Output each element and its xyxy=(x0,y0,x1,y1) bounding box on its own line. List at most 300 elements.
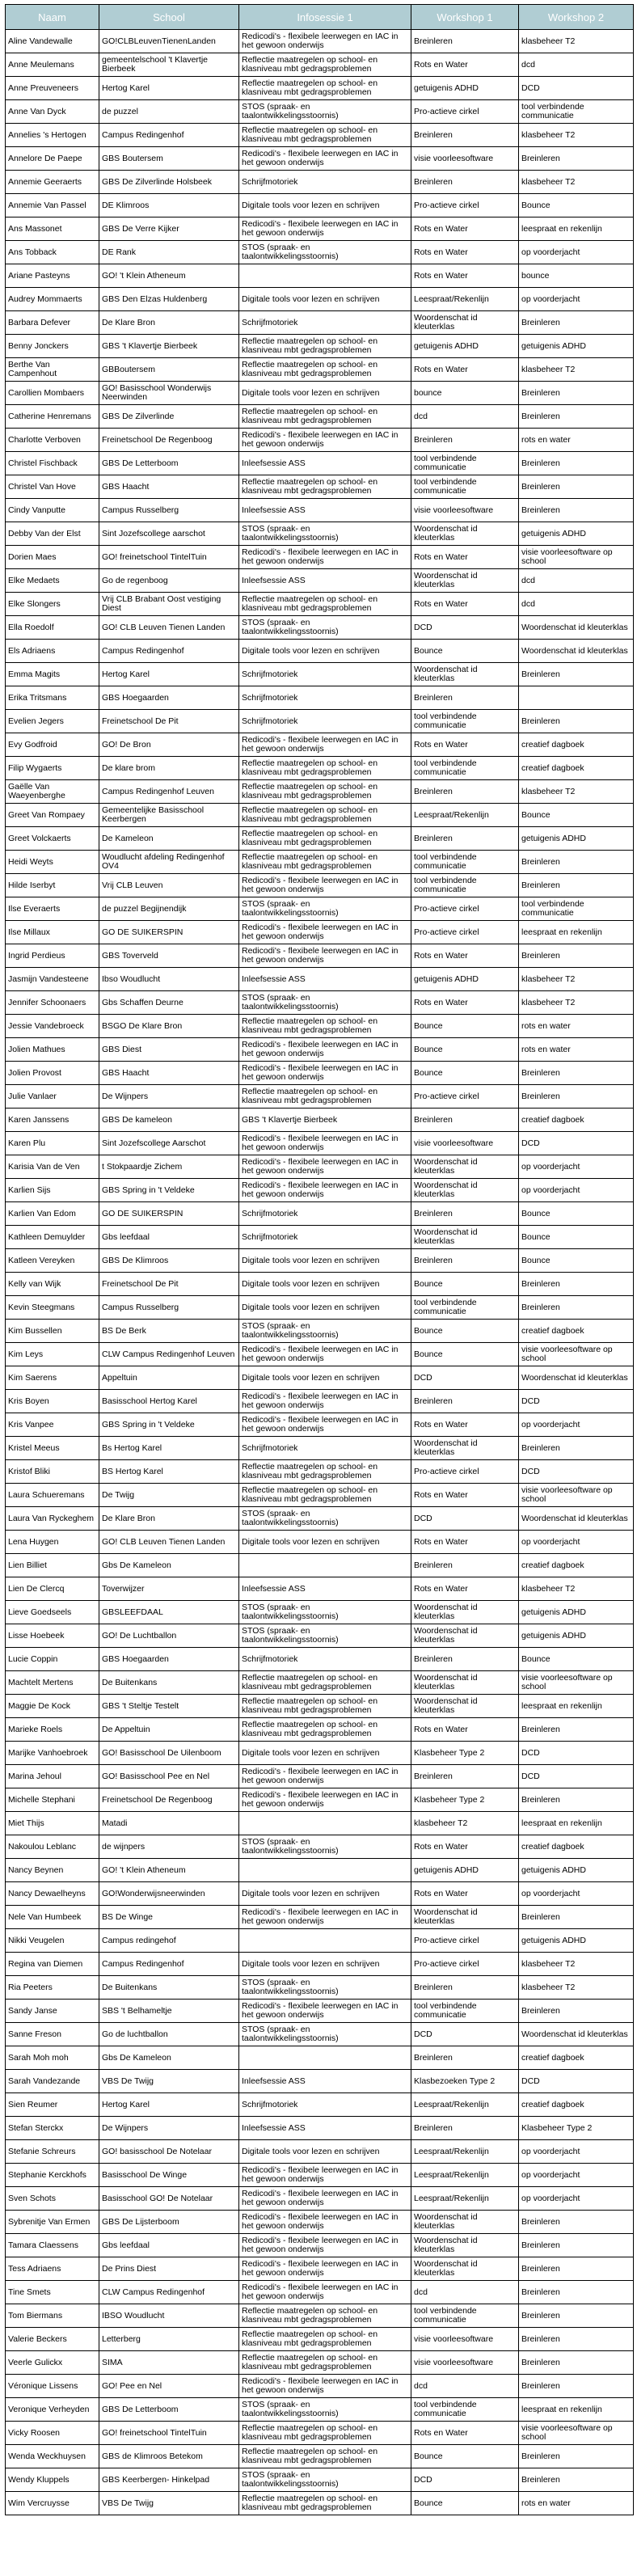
school-cell: GBS 't Klavertje Bierbeek xyxy=(99,335,239,358)
school-cell: Hertog Karel xyxy=(99,77,239,100)
infosessie-1-cell: Inleefsessie ASS xyxy=(239,499,411,522)
naam-cell: Karisia Van de Ven xyxy=(6,1155,99,1179)
naam-cell: Ans Tobback xyxy=(6,241,99,264)
workshop-2-cell: dcd xyxy=(519,569,634,593)
infosessie-1-cell: Digitale tools voor lezen en schrijven xyxy=(239,1531,411,1554)
workshop-1-cell: Breinleren xyxy=(411,2046,519,2070)
naam-cell: Miet Thijs xyxy=(6,1812,99,1835)
workshop-2-cell: DCD xyxy=(519,1132,634,1155)
naam-cell: Dorien Maes xyxy=(6,546,99,569)
naam-cell: Jasmijn Vandesteene xyxy=(6,968,99,991)
infosessie-1-cell: Schrijfmotoriek xyxy=(239,710,411,733)
table-row xyxy=(6,1953,634,1976)
workshop-2-cell: rots en water xyxy=(519,1015,634,1038)
table-row xyxy=(6,2375,634,2398)
workshop-2-cell: visie voorleesoftware op school xyxy=(519,1484,634,1507)
header-row xyxy=(6,5,634,30)
naam-cell: Catherine Henremans xyxy=(6,405,99,429)
workshop-2-cell: leespraat en rekenlijn xyxy=(519,2398,634,2422)
workshop-1-cell: Klasbeheer Type 2 xyxy=(411,1788,519,1812)
naam-cell: Kris Boyen xyxy=(6,1390,99,1413)
workshop-2-cell: Breinleren xyxy=(519,2000,634,2023)
naam-cell: Regina van Diemen xyxy=(6,1953,99,1976)
table-row xyxy=(6,1976,634,2000)
workshop-1-cell: Woordenschat id kleuterklas xyxy=(411,1906,519,1929)
naam-cell: Benny Jonckers xyxy=(6,335,99,358)
infosessie-1-cell: Redicodi's - flexibele leerwegen en IAC in het gewoon onderwijs xyxy=(239,1038,411,1062)
school-cell: Vrij CLB Brabant Oost vestiging Diest xyxy=(99,593,239,616)
table-row xyxy=(6,217,634,241)
school-cell: Freinetschool De Regenboog xyxy=(99,429,239,452)
workshop-1-cell: Rots en Water xyxy=(411,1882,519,1906)
table-row xyxy=(6,475,634,499)
infosessie-1-cell: Schrijfmotoriek xyxy=(239,311,411,335)
school-cell: BSGO De Klare Bron xyxy=(99,1015,239,1038)
naam-cell: Debby Van der Elst xyxy=(6,522,99,546)
naam-cell: Christel Van Hove xyxy=(6,475,99,499)
infosessie-1-cell: Redicodi's - flexibele leerwegen en IAC in het gewoon onderwijs xyxy=(239,1062,411,1085)
infosessie-1-cell: Reflectie maatregelen op school- en klasniveau mbt gedragsproblemen xyxy=(239,77,411,100)
workshop-2-cell: getuigenis ADHD xyxy=(519,1601,634,1624)
infosessie-1-cell: Digitale tools voor lezen en schrijven xyxy=(239,194,411,217)
school-cell: DE Klimroos xyxy=(99,194,239,217)
naam-cell: Kevin Steegmans xyxy=(6,1296,99,1320)
workshop-2-cell: Bounce xyxy=(519,1202,634,1226)
workshop-2-cell: creatief dagboek xyxy=(519,2046,634,2070)
school-cell: GBS De Letterboom xyxy=(99,2398,239,2422)
school-cell: Bs Hertog Karel xyxy=(99,1437,239,1460)
infosessie-1-cell xyxy=(239,1929,411,1953)
naam-cell: Veronique Verheyden xyxy=(6,2398,99,2422)
school-cell: de puzzel xyxy=(99,100,239,124)
naam-cell: Marieke Roels xyxy=(6,1718,99,1742)
naam-cell: Greet Van Rompaey xyxy=(6,804,99,827)
school-cell: De Appeltuin xyxy=(99,1718,239,1742)
school-cell: Gbs leefdaal xyxy=(99,2234,239,2257)
workshop-2-cell: tool verbindende communicatie xyxy=(519,100,634,124)
table-row xyxy=(6,1765,634,1788)
naam-cell: Lieve Goedseels xyxy=(6,1601,99,1624)
school-cell: Sint Jozefscollege aarschot xyxy=(99,522,239,546)
infosessie-1-cell: Redicodi's - flexibele leerwegen en IAC in het gewoon onderwijs xyxy=(239,1179,411,1202)
school-cell: GBS Spring in 't Veldeke xyxy=(99,1179,239,1202)
school-cell: Campus redingehof xyxy=(99,1929,239,1953)
school-cell: GBS De Letterboom xyxy=(99,452,239,475)
workshop-1-cell: getuigenis ADHD xyxy=(411,968,519,991)
school-cell: GBS Den Elzas Huldenberg xyxy=(99,288,239,311)
workshop-1-cell: Klasbeheer Type 2 xyxy=(411,1742,519,1765)
school-cell: Ibso Woudlucht xyxy=(99,968,239,991)
table-row xyxy=(6,241,634,264)
workshop-1-cell: Leespraat/Rekenlijn xyxy=(411,2164,519,2187)
workshop-1-cell: tool verbindende communicatie xyxy=(411,2304,519,2328)
table-row xyxy=(6,522,634,546)
workshop-1-cell: Breinleren xyxy=(411,171,519,194)
table-row xyxy=(6,1109,634,1132)
school-cell: GBS 't Steltje Testelt xyxy=(99,1695,239,1718)
workshop-1-cell: Woordenschat id kleuterklas xyxy=(411,1226,519,1249)
infosessie-1-cell: STOS (spraak- en taalontwikkelingsstoornis) xyxy=(239,616,411,640)
workshop-1-cell: Leespraat/Rekenlijn xyxy=(411,288,519,311)
infosessie-1-cell: Inleefsessie ASS xyxy=(239,569,411,593)
school-cell: De Twijg xyxy=(99,1484,239,1507)
infosessie-1-cell: Reflectie maatregelen op school- en klasniveau mbt gedragsproblemen xyxy=(239,827,411,851)
header-workshop-1: Workshop 1 xyxy=(411,5,519,30)
naam-cell: Aline Vandewalle xyxy=(6,30,99,53)
school-cell: GO! freinetschool TintelTuin xyxy=(99,546,239,569)
workshop-2-cell: klasbeheer T2 xyxy=(519,171,634,194)
naam-cell: Anne Meulemans xyxy=(6,53,99,77)
workshop-2-cell: Breinleren xyxy=(519,874,634,897)
naam-cell: Cindy Vanputte xyxy=(6,499,99,522)
school-cell: Campus Redingenhof xyxy=(99,640,239,663)
workshop-2-cell: Breinleren xyxy=(519,1437,634,1460)
workshop-1-cell: Breinleren xyxy=(411,1765,519,1788)
header-school: School xyxy=(99,5,239,30)
school-cell: GBS Hoegaarden xyxy=(99,1648,239,1671)
workshop-1-cell: Pro-actieve cirkel xyxy=(411,921,519,944)
school-cell: GBS de Klimroos Betekom xyxy=(99,2445,239,2468)
naam-cell: Veerle Gulickx xyxy=(6,2351,99,2375)
table-row xyxy=(6,2070,634,2093)
school-cell: GBSLEEFDAAL xyxy=(99,1601,239,1624)
naam-cell: Annelore De Paepe xyxy=(6,147,99,171)
school-cell: De Klare Bron xyxy=(99,311,239,335)
workshop-2-cell: Breinleren xyxy=(519,382,634,405)
infosessie-1-cell: Reflectie maatregelen op school- en klasniveau mbt gedragsproblemen xyxy=(239,1671,411,1695)
infosessie-1-cell: Schrijfmotoriek xyxy=(239,663,411,686)
infosessie-1-cell: Redicodi's - flexibele leerwegen en IAC in het gewoon onderwijs xyxy=(239,2281,411,2304)
workshop-1-cell: Rots en Water xyxy=(411,733,519,757)
workshop-1-cell: Bounce xyxy=(411,1015,519,1038)
workshop-1-cell: tool verbindende communicatie xyxy=(411,2000,519,2023)
infosessie-1-cell: Digitale tools voor lezen en schrijven xyxy=(239,640,411,663)
infosessie-1-cell: STOS (spraak- en taalontwikkelingsstoornis) xyxy=(239,241,411,264)
workshop-2-cell: creatief dagboek xyxy=(519,2093,634,2117)
naam-cell: Sanne Freson xyxy=(6,2023,99,2046)
table-row xyxy=(6,2281,634,2304)
table-row xyxy=(6,1132,634,1155)
workshop-1-cell: Breinleren xyxy=(411,1109,519,1132)
workshop-2-cell: getuigenis ADHD xyxy=(519,522,634,546)
school-cell: Letterberg xyxy=(99,2328,239,2351)
table-row xyxy=(6,1390,634,1413)
workshop-1-cell: dcd xyxy=(411,2281,519,2304)
table-row xyxy=(6,2211,634,2234)
infosessie-1-cell: STOS (spraak- en taalontwikkelingsstoornis) xyxy=(239,897,411,921)
workshop-1-cell: Rots en Water xyxy=(411,217,519,241)
naam-cell: Sarah Moh moh xyxy=(6,2046,99,2070)
table-header xyxy=(6,5,634,30)
table-row xyxy=(6,2164,634,2187)
naam-cell: Sarah Vandezande xyxy=(6,2070,99,2093)
naam-cell: Véronique Lissens xyxy=(6,2375,99,2398)
workshop-1-cell: Woordenschat id kleuterklas xyxy=(411,2234,519,2257)
workshop-2-cell: Breinleren xyxy=(519,2328,634,2351)
infosessie-1-cell: Redicodi's - flexibele leerwegen en IAC in het gewoon onderwijs xyxy=(239,874,411,897)
naam-cell: Evy Godfroid xyxy=(6,733,99,757)
naam-cell: Kris Vanpee xyxy=(6,1413,99,1437)
naam-cell: Jolien Provost xyxy=(6,1062,99,1085)
naam-cell: Ilse Everaerts xyxy=(6,897,99,921)
table-row xyxy=(6,2234,634,2257)
workshop-2-cell: klasbeheer T2 xyxy=(519,358,634,382)
workshop-2-cell: op voorderjacht xyxy=(519,2187,634,2211)
naam-cell: Machtelt Mertens xyxy=(6,1671,99,1695)
table-row xyxy=(6,1085,634,1109)
workshop-1-cell: getuigenis ADHD xyxy=(411,1859,519,1882)
workshop-2-cell: klasbeheer T2 xyxy=(519,780,634,804)
school-cell: De Prins Diest xyxy=(99,2257,239,2281)
workshop-2-cell: Woordenschat id kleuterklas xyxy=(519,1507,634,1531)
workshop-2-cell: Breinleren xyxy=(519,311,634,335)
table-row xyxy=(6,311,634,335)
school-cell: GBS De Zilverlinde xyxy=(99,405,239,429)
naam-cell: Annemie Geeraerts xyxy=(6,171,99,194)
infosessie-1-cell: Schrijfmotoriek xyxy=(239,2093,411,2117)
school-cell: Basisschool De Winge xyxy=(99,2164,239,2187)
table-row xyxy=(6,2140,634,2164)
workshop-1-cell: tool verbindende communicatie xyxy=(411,874,519,897)
table-row xyxy=(6,1671,634,1695)
table-row xyxy=(6,663,634,686)
table-row xyxy=(6,2257,634,2281)
school-cell: GO! freinetschool TintelTuin xyxy=(99,2422,239,2445)
workshop-1-cell: Bounce xyxy=(411,1062,519,1085)
infosessie-1-cell: STOS (spraak- en taalontwikkelingsstoornis) xyxy=(239,1624,411,1648)
school-cell: Gbs leefdaal xyxy=(99,1226,239,1249)
school-cell: Campus Redingenhof xyxy=(99,124,239,147)
infosessie-1-cell: Reflectie maatregelen op school- en klasniveau mbt gedragsproblemen xyxy=(239,757,411,780)
naam-cell: Tamara Claessens xyxy=(6,2234,99,2257)
table-row xyxy=(6,2000,634,2023)
school-cell: GBS De Lijsterboom xyxy=(99,2211,239,2234)
infosessie-1-cell: Schrijfmotoriek xyxy=(239,686,411,710)
infosessie-1-cell: Inleefsessie ASS xyxy=(239,1577,411,1601)
table-row xyxy=(6,2445,634,2468)
naam-cell: Lucie Coppin xyxy=(6,1648,99,1671)
table-row xyxy=(6,452,634,475)
table-row xyxy=(6,335,634,358)
school-cell: DE Rank xyxy=(99,241,239,264)
workshop-2-cell: leespraat en rekenlijn xyxy=(519,217,634,241)
infosessie-1-cell: STOS (spraak- en taalontwikkelingsstoornis) xyxy=(239,100,411,124)
workshop-2-cell: bounce xyxy=(519,264,634,288)
school-cell: Matadi xyxy=(99,1812,239,1835)
naam-cell: Michelle Stephani xyxy=(6,1788,99,1812)
infosessie-1-cell: Digitale tools voor lezen en schrijven xyxy=(239,1742,411,1765)
naam-cell: Tine Smets xyxy=(6,2281,99,2304)
workshop-1-cell: Woordenschat id kleuterklas xyxy=(411,569,519,593)
school-cell: Freinetschool De Pit xyxy=(99,1273,239,1296)
infosessie-1-cell: STOS (spraak- en taalontwikkelingsstoornis) xyxy=(239,2398,411,2422)
school-cell: de wijnpers xyxy=(99,1835,239,1859)
infosessie-1-cell: Redicodi's - flexibele leerwegen en IAC in het gewoon onderwijs xyxy=(239,2375,411,2398)
school-cell: De Wijnpers xyxy=(99,1085,239,1109)
infosessie-1-cell: Redicodi's - flexibele leerwegen en IAC in het gewoon onderwijs xyxy=(239,1765,411,1788)
naam-cell: Hilde Iserbyt xyxy=(6,874,99,897)
infosessie-1-cell: Redicodi's - flexibele leerwegen en IAC in het gewoon onderwijs xyxy=(239,1788,411,1812)
naam-cell: Berthe Van Campenhout xyxy=(6,358,99,382)
workshop-1-cell: Breinleren xyxy=(411,1249,519,1273)
naam-cell: Kim Leys xyxy=(6,1343,99,1366)
workshop-1-cell: tool verbindende communicatie xyxy=(411,1296,519,1320)
workshop-1-cell: DCD xyxy=(411,1366,519,1390)
table-row xyxy=(6,1155,634,1179)
infosessie-1-cell: Digitale tools voor lezen en schrijven xyxy=(239,2140,411,2164)
workshop-2-cell: Breinleren xyxy=(519,1085,634,1109)
workshop-2-cell: Breinleren xyxy=(519,710,634,733)
school-cell: De klare brom xyxy=(99,757,239,780)
school-cell: De Buitenkans xyxy=(99,1671,239,1695)
workshop-2-cell: Breinleren xyxy=(519,499,634,522)
naam-cell: Carollien Mombaers xyxy=(6,382,99,405)
infosessie-1-cell: STOS (spraak- en taalontwikkelingsstoornis) xyxy=(239,1507,411,1531)
workshop-1-cell: Rots en Water xyxy=(411,1484,519,1507)
table-row xyxy=(6,1531,634,1554)
infosessie-1-cell: Digitale tools voor lezen en schrijven xyxy=(239,1366,411,1390)
school-cell: GO!CLBLeuvenTienenLanden xyxy=(99,30,239,53)
school-cell: SBS 't Belhameltje xyxy=(99,2000,239,2023)
workshop-2-cell: Breinleren xyxy=(519,2257,634,2281)
infosessie-1-cell xyxy=(239,1554,411,1577)
workshop-2-cell: Breinleren xyxy=(519,944,634,968)
naam-cell: Kim Saerens xyxy=(6,1366,99,1390)
naam-cell: Karlien Van Edom xyxy=(6,1202,99,1226)
naam-cell: Elke Medaets xyxy=(6,569,99,593)
school-cell: t Stokpaardje Zichem xyxy=(99,1155,239,1179)
workshop-1-cell: Woordenschat id kleuterklas xyxy=(411,1624,519,1648)
school-cell: GBS Boutersem xyxy=(99,147,239,171)
workshop-2-cell: Breinleren xyxy=(519,2351,634,2375)
workshop-1-cell: Woordenschat id kleuterklas xyxy=(411,1671,519,1695)
workshop-2-cell: visie voorleesoftware op school xyxy=(519,546,634,569)
naam-cell: Marijke Vanhoebroek xyxy=(6,1742,99,1765)
workshop-2-cell: Klasbeheer Type 2 xyxy=(519,2117,634,2140)
naam-cell: Sybrenitje Van Ermen xyxy=(6,2211,99,2234)
table-row xyxy=(6,1788,634,1812)
table-row xyxy=(6,194,634,217)
school-cell: Hertog Karel xyxy=(99,663,239,686)
workshop-1-cell: Bounce xyxy=(411,2445,519,2468)
school-cell: Woudlucht afdeling Redingenhof OV4 xyxy=(99,851,239,874)
workshop-2-cell: op voorderjacht xyxy=(519,2164,634,2187)
infosessie-1-cell: Redicodi's - flexibele leerwegen en IAC in het gewoon onderwijs xyxy=(239,1906,411,1929)
infosessie-1-cell: Redicodi's - flexibele leerwegen en IAC in het gewoon onderwijs xyxy=(239,429,411,452)
workshop-1-cell: Rots en Water xyxy=(411,944,519,968)
workshop-1-cell: DCD xyxy=(411,616,519,640)
school-cell: GO! Pee en Nel xyxy=(99,2375,239,2398)
workshop-2-cell: op voorderjacht xyxy=(519,2140,634,2164)
workshop-2-cell: Bounce xyxy=(519,1249,634,1273)
infosessie-1-cell: Reflectie maatregelen op school- en klasniveau mbt gedragsproblemen xyxy=(239,124,411,147)
infosessie-1-cell: STOS (spraak- en taalontwikkelingsstoornis) xyxy=(239,2468,411,2492)
table-row xyxy=(6,827,634,851)
workshop-2-cell: op voorderjacht xyxy=(519,288,634,311)
table-row xyxy=(6,1296,634,1320)
workshop-1-cell: Pro-actieve cirkel xyxy=(411,1929,519,1953)
workshop-2-cell xyxy=(519,686,634,710)
table-row xyxy=(6,968,634,991)
naam-cell: Annelies 's Hertogen xyxy=(6,124,99,147)
school-cell: GBS Spring in 't Veldeke xyxy=(99,1413,239,1437)
table-row xyxy=(6,569,634,593)
workshop-2-cell: klasbeheer T2 xyxy=(519,1953,634,1976)
school-cell: Basisschool Hertog Karel xyxy=(99,1390,239,1413)
table-row xyxy=(6,1882,634,1906)
infosessie-1-cell: Digitale tools voor lezen en schrijven xyxy=(239,1273,411,1296)
naam-cell: Ans Massonet xyxy=(6,217,99,241)
workshop-1-cell: Leespraat/Rekenlijn xyxy=(411,2140,519,2164)
table-row xyxy=(6,358,634,382)
table-row xyxy=(6,1648,634,1671)
table-row xyxy=(6,2398,634,2422)
table-row xyxy=(6,546,634,569)
workshop-1-cell: Woordenschat id kleuterklas xyxy=(411,522,519,546)
naam-cell: Anne Preuveneers xyxy=(6,77,99,100)
workshop-1-cell: Woordenschat id kleuterklas xyxy=(411,663,519,686)
workshop-1-cell: Rots en Water xyxy=(411,2422,519,2445)
naam-cell: Nele Van Humbeek xyxy=(6,1906,99,1929)
infosessie-1-cell: Digitale tools voor lezen en schrijven xyxy=(239,1953,411,1976)
infosessie-1-cell: Reflectie maatregelen op school- en klasniveau mbt gedragsproblemen xyxy=(239,475,411,499)
infosessie-1-cell: Schrijfmotoriek xyxy=(239,1437,411,1460)
table-row xyxy=(6,804,634,827)
table-row xyxy=(6,2492,634,2515)
school-cell: GBS De kameleon xyxy=(99,1109,239,1132)
workshop-2-cell: op voorderjacht xyxy=(519,1179,634,1202)
table-row xyxy=(6,1179,634,1202)
table-row xyxy=(6,2187,634,2211)
table-row xyxy=(6,1413,634,1437)
infosessie-1-cell: Reflectie maatregelen op school- en klasniveau mbt gedragsproblemen xyxy=(239,2422,411,2445)
infosessie-1-cell: Schrijfmotoriek xyxy=(239,171,411,194)
school-cell: De Buitenkans xyxy=(99,1976,239,2000)
school-cell: GO! CLB Leuven Tienen Landen xyxy=(99,1531,239,1554)
workshop-1-cell: Pro-actieve cirkel xyxy=(411,194,519,217)
naam-cell: Filip Wygaerts xyxy=(6,757,99,780)
school-cell: SIMA xyxy=(99,2351,239,2375)
naam-cell: Erika Tritsmans xyxy=(6,686,99,710)
naam-cell: Wim Vercruysse xyxy=(6,2492,99,2515)
infosessie-1-cell: Redicodi's - flexibele leerwegen en IAC in het gewoon onderwijs xyxy=(239,2234,411,2257)
table-row xyxy=(6,1929,634,1953)
infosessie-1-cell: Reflectie maatregelen op school- en klasniveau mbt gedragsproblemen xyxy=(239,1085,411,1109)
workshop-1-cell: getuigenis ADHD xyxy=(411,335,519,358)
workshop-1-cell: Rots en Water xyxy=(411,1718,519,1742)
workshop-1-cell: Bounce xyxy=(411,640,519,663)
table-row xyxy=(6,1718,634,1742)
school-cell: Gbs Schaffen Deurne xyxy=(99,991,239,1015)
workshop-2-cell: Woordenschat id kleuterklas xyxy=(519,2023,634,2046)
workshop-1-cell: Woordenschat id kleuterklas xyxy=(411,1437,519,1460)
workshop-2-cell: rots en water xyxy=(519,1038,634,1062)
infosessie-1-cell: Redicodi's - flexibele leerwegen en IAC in het gewoon onderwijs xyxy=(239,1155,411,1179)
workshop-1-cell: visie voorleesoftware xyxy=(411,2328,519,2351)
table-row xyxy=(6,1366,634,1390)
naam-cell: Ariane Pasteyns xyxy=(6,264,99,288)
table-row xyxy=(6,944,634,968)
workshop-2-cell: Woordenschat id kleuterklas xyxy=(519,640,634,663)
infosessie-1-cell: STOS (spraak- en taalontwikkelingsstoornis) xyxy=(239,1601,411,1624)
workshop-1-cell: Breinleren xyxy=(411,1202,519,1226)
infosessie-1-cell: Reflectie maatregelen op school- en klasniveau mbt gedragsproblemen xyxy=(239,593,411,616)
workshop-1-cell: Breinleren xyxy=(411,1554,519,1577)
workshop-1-cell: Pro-actieve cirkel xyxy=(411,1085,519,1109)
school-cell: Appeltuin xyxy=(99,1366,239,1390)
table-row xyxy=(6,264,634,288)
naam-cell: Stefanie Schreurs xyxy=(6,2140,99,2164)
